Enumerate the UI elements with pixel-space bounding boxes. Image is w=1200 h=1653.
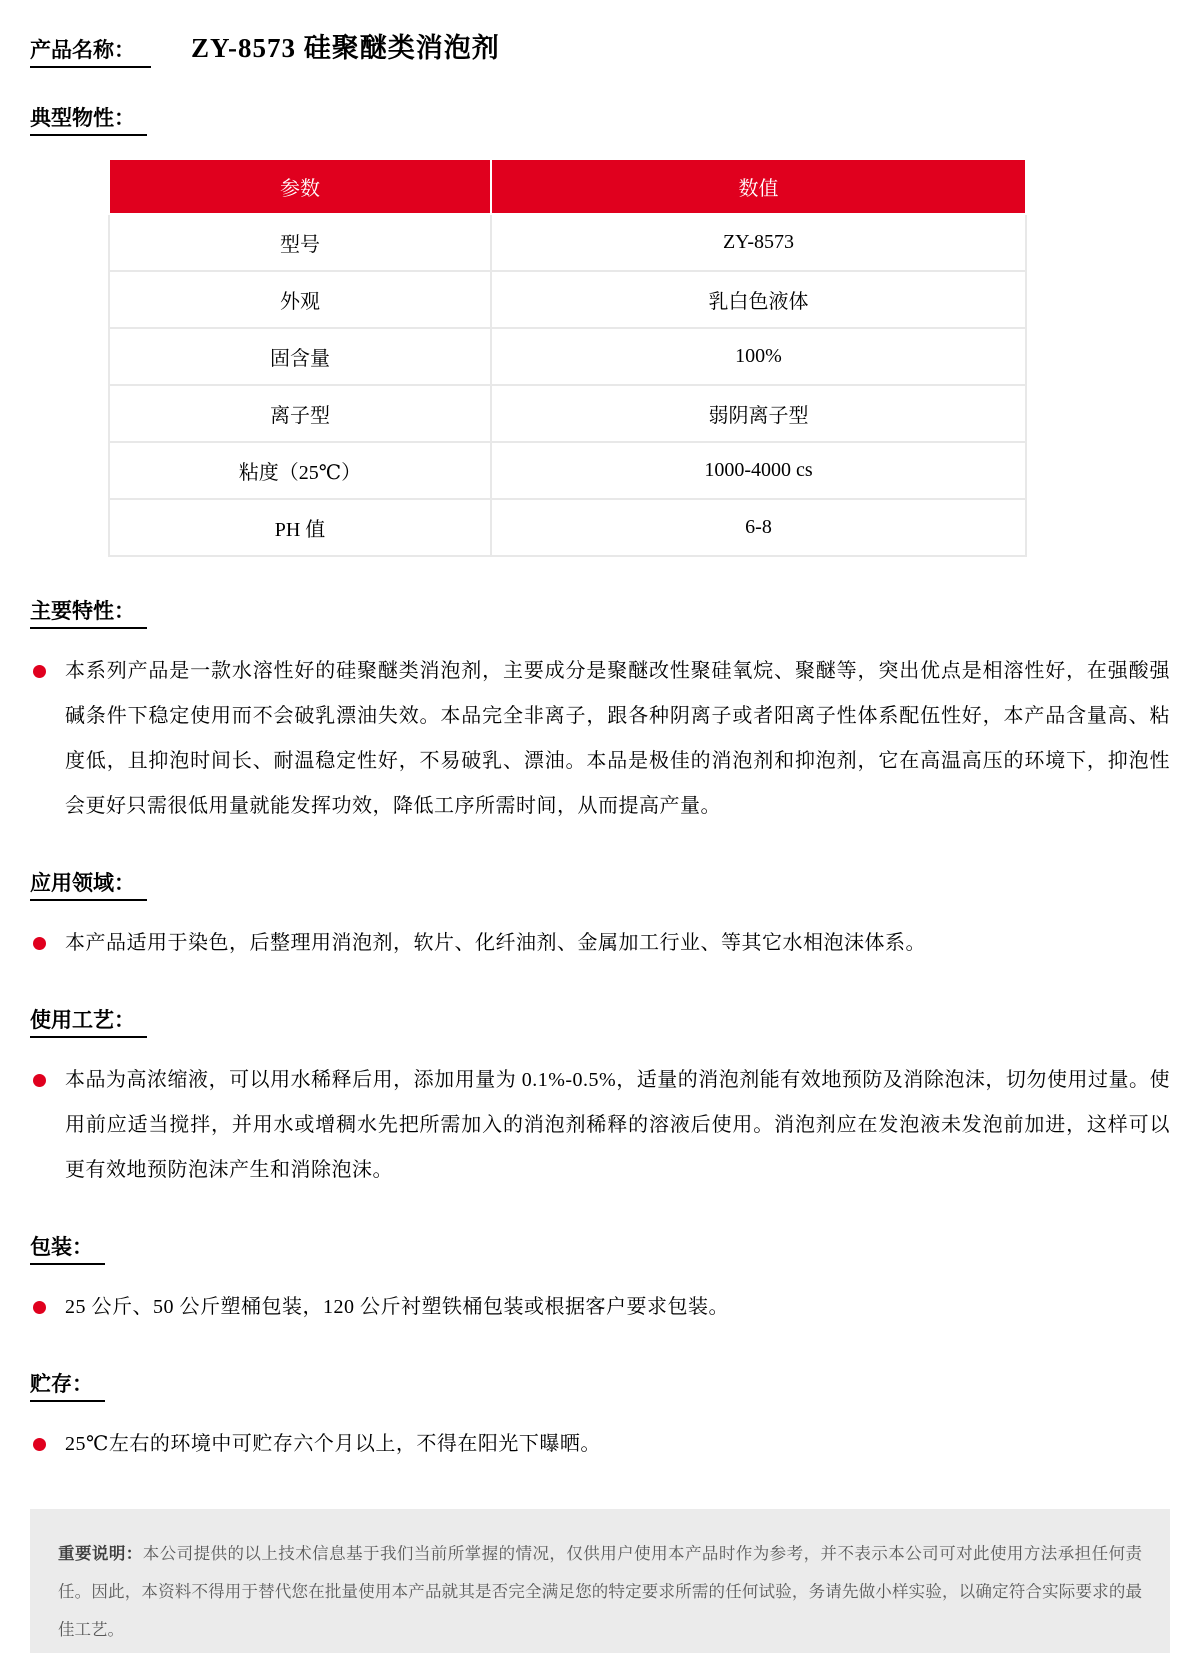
disclaimer-label: 重要说明： bbox=[58, 1544, 143, 1563]
value-cell: 乳白色液体 bbox=[491, 271, 1026, 328]
bullet-item bbox=[30, 921, 1170, 966]
sections bbox=[30, 595, 1170, 1467]
value-cell: 弱阴离子型 bbox=[491, 385, 1026, 442]
param-cell: 型号 bbox=[109, 214, 491, 271]
table-row bbox=[109, 271, 1026, 328]
properties-table-body bbox=[109, 214, 1026, 556]
typical-properties-section bbox=[30, 102, 1170, 136]
section-heading: 包装： bbox=[30, 1231, 105, 1265]
bullet-text: 本系列产品是一款水溶性好的硅聚醚类消泡剂，主要成分是聚醚改性聚硅氧烷、聚醚等，突出优点是相溶性好，在强酸强碱条件下稳定使用而不会破乳漂油失效。本品完全非离子，跟各种阴离子或者阳离子性体系配伍性好，本产品含量高、粘度低，且抑泡时间长、耐温稳定性好，不易破乳、漂油。本品是极佳的消泡剂和抑泡剂，它在高温高压的环境下，抑泡性会更好只需很低用量就能发挥功效，降低工序所需时间，从而提高产量。 bbox=[65, 660, 1170, 817]
section-heading: 贮存： bbox=[30, 1368, 105, 1402]
table-header-row bbox=[109, 159, 1026, 214]
bullet-dot-icon bbox=[33, 1074, 46, 1087]
section-heading: 应用领域： bbox=[30, 867, 147, 901]
bullet-item bbox=[30, 1058, 1170, 1193]
content-section bbox=[30, 1368, 1170, 1467]
value-cell: 100% bbox=[491, 328, 1026, 385]
typical-properties-heading: 典型物性： bbox=[30, 102, 147, 136]
bullet-dot-icon bbox=[33, 937, 46, 950]
bullet-item bbox=[30, 1285, 1170, 1330]
content-section bbox=[30, 1004, 1170, 1193]
value-cell: 1000-4000 cs bbox=[491, 442, 1026, 499]
bullet-dot-icon bbox=[33, 1301, 46, 1314]
section-heading: 使用工艺： bbox=[30, 1004, 147, 1038]
product-title-row bbox=[30, 26, 1170, 68]
table-row bbox=[109, 214, 1026, 271]
bullet-dot-icon bbox=[33, 665, 46, 678]
value-cell: ZY-8573 bbox=[491, 214, 1026, 271]
bullet-item bbox=[30, 649, 1170, 829]
value-cell: 6-8 bbox=[491, 499, 1026, 556]
properties-table bbox=[108, 158, 1027, 557]
param-cell: 离子型 bbox=[109, 385, 491, 442]
bullet-text: 25 公斤、50 公斤塑桶包装，120 公斤衬塑铁桶包装或根据客户要求包装。 bbox=[65, 1296, 729, 1318]
content-section bbox=[30, 867, 1170, 966]
section-heading: 主要特性： bbox=[30, 595, 147, 629]
bullet-dot-icon bbox=[33, 1438, 46, 1451]
disclaimer-paragraph bbox=[58, 1535, 1142, 1649]
param-cell: 粘度（25℃） bbox=[109, 442, 491, 499]
param-cell: 外观 bbox=[109, 271, 491, 328]
disclaimer-text: 本公司提供的以上技术信息基于我们当前所掌握的情况，仅供用户使用本产品时作为参考，并不表示本公司可对此使用方法承担任何责任。因此，本资料不得用于替代您在批量使用本产品就其是否完全满足您的特定要求所需的任何试验，务请先做小样实验，以确定符合实际要求的最佳工艺。 bbox=[58, 1544, 1143, 1639]
value-header-cell: 数值 bbox=[491, 159, 1026, 214]
table-row bbox=[109, 328, 1026, 385]
product-name-label: 产品名称： bbox=[30, 34, 151, 68]
param-cell: 固含量 bbox=[109, 328, 491, 385]
param-header-cell: 参数 bbox=[109, 159, 491, 214]
disclaimer-box bbox=[30, 1509, 1170, 1653]
table-row bbox=[109, 499, 1026, 556]
product-title: ZY-8573 硅聚醚类消泡剂 bbox=[191, 33, 500, 63]
table-row bbox=[109, 442, 1026, 499]
bullet-item bbox=[30, 1422, 1170, 1467]
bullet-text: 本品为高浓缩液，可以用水稀释后用，添加用量为 0.1%-0.5%，适量的消泡剂能有效地预防及消除泡沫，切勿使用过量。使用前应适当搅拌，并用水或增稠水先把所需加入的消泡剂稀释的溶液后使用。消泡剂应在发泡液未发泡前加进，这样可以更有效地预防泡沫产生和消除泡沫。 bbox=[65, 1069, 1170, 1181]
content-section bbox=[30, 595, 1170, 829]
content-section bbox=[30, 1231, 1170, 1330]
param-cell: PH 值 bbox=[109, 499, 491, 556]
table-row bbox=[109, 385, 1026, 442]
bullet-text: 25℃左右的环境中可贮存六个月以上，不得在阳光下曝晒。 bbox=[65, 1433, 601, 1455]
bullet-text: 本产品适用于染色，后整理用消泡剂，软片、化纤油剂、金属加工行业、等其它水相泡沫体系。 bbox=[65, 932, 926, 954]
